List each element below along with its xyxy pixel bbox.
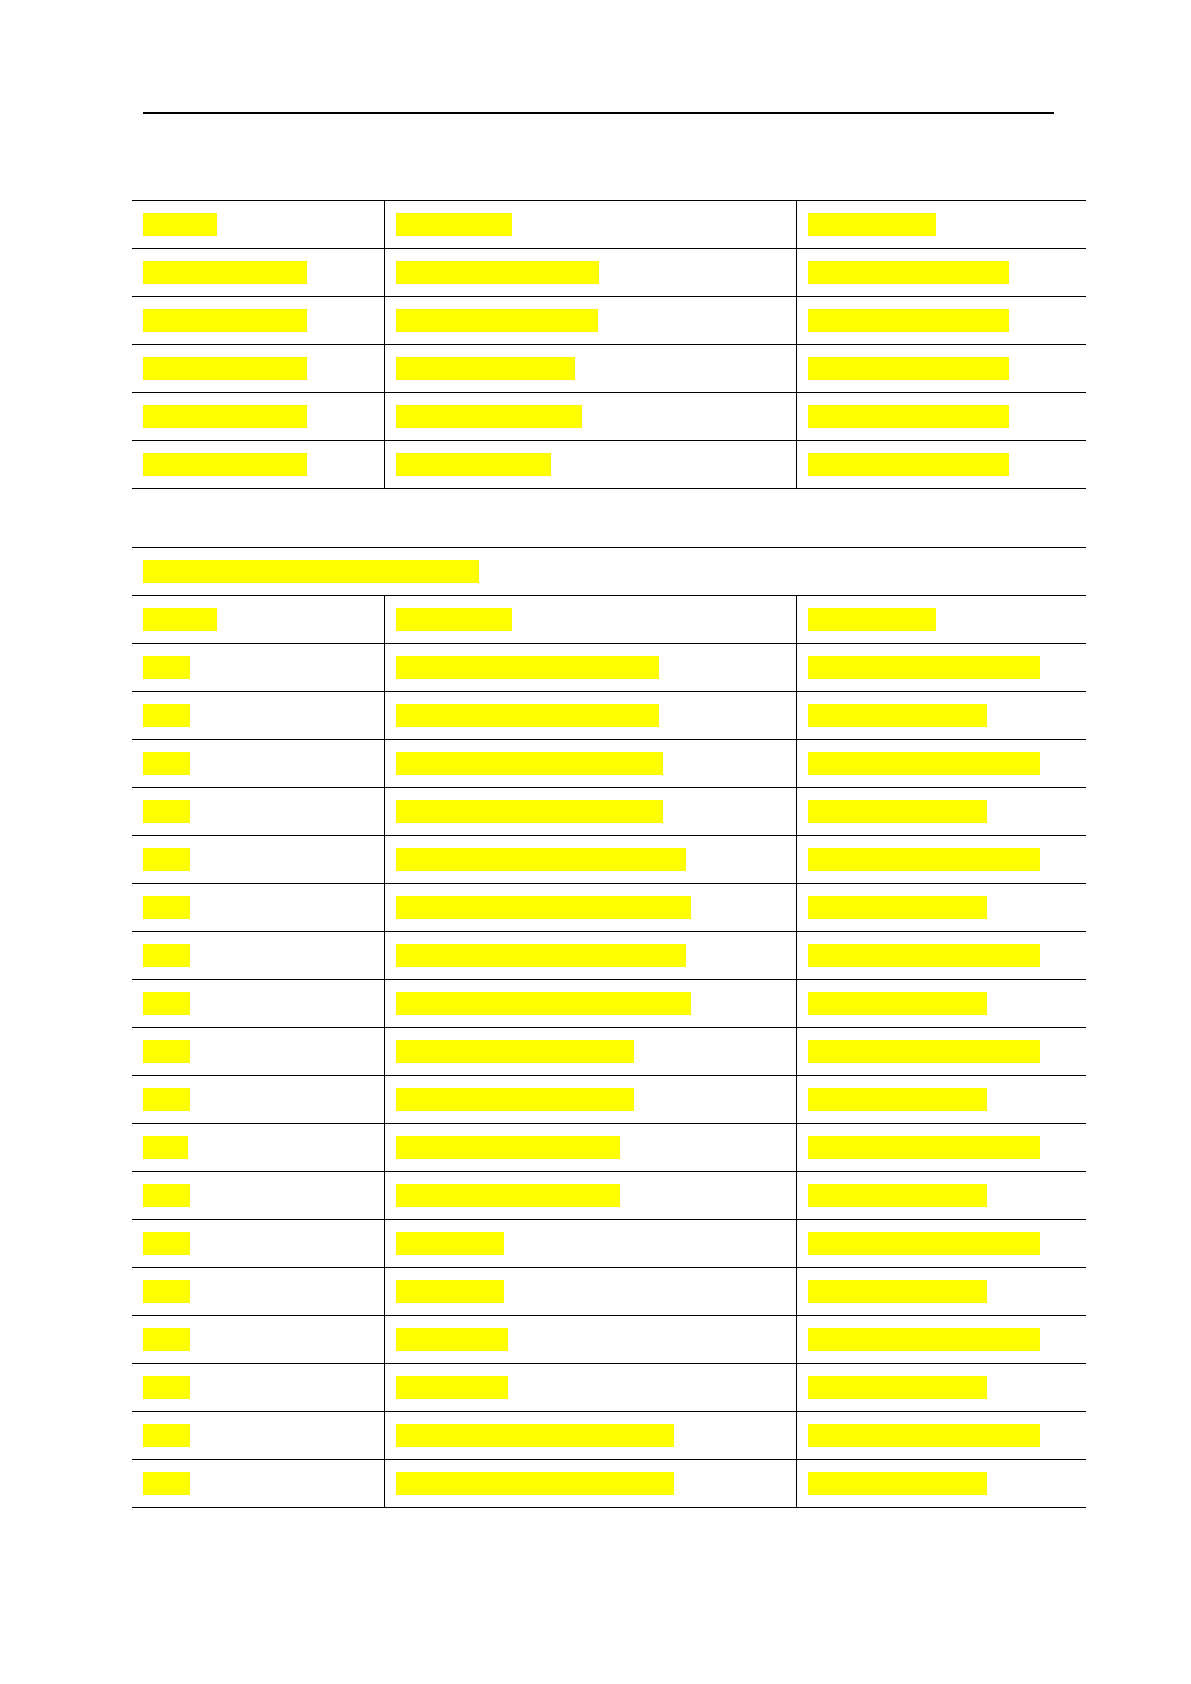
table-row [132,1412,1086,1460]
redacted-text [808,704,987,727]
table-row [132,249,1086,297]
redacted-text [808,1088,987,1111]
table-row [132,1172,1086,1220]
redacted-text [808,357,1009,380]
table-header-row [132,596,1086,644]
redacted-text [396,453,551,476]
redacted-text [396,1184,620,1207]
table-1 [132,200,1086,489]
section-title-row [132,548,1086,596]
redacted-text [808,848,1040,871]
redacted-text [396,1328,508,1351]
redacted-text [143,213,217,236]
table-row [132,740,1086,788]
table-row [132,1028,1086,1076]
redacted-text [143,800,190,823]
redacted-text [143,1376,190,1399]
redacted-text [808,1376,987,1399]
table-row [132,1076,1086,1124]
redacted-text [396,309,598,332]
redacted-text [143,992,190,1015]
redacted-text [808,1040,1040,1063]
redacted-text [143,704,190,727]
redacted-text [808,309,1009,332]
redacted-text [808,1328,1040,1351]
redacted-text [396,1376,508,1399]
table-header-row [132,201,1086,249]
redacted-text [143,309,307,332]
redacted-text [143,848,190,871]
redacted-text [396,1232,504,1255]
header-rule [143,112,1054,114]
redacted-text [808,656,1040,679]
redacted-text [396,1424,674,1447]
table-row [132,884,1086,932]
redacted-text [808,800,987,823]
table-row [132,644,1086,692]
redacted-text [143,752,190,775]
redacted-text [808,1136,1040,1159]
redacted-text [143,453,307,476]
redacted-text [396,357,575,380]
redacted-text [808,453,1009,476]
redacted-text [143,1472,190,1495]
redacted-text [396,848,686,871]
table-2 [132,547,1086,1508]
redacted-text [143,896,190,919]
redacted-text [396,896,691,919]
table-row [132,980,1086,1028]
redacted-text [396,1088,634,1111]
redacted-text [808,1280,987,1303]
redacted-text [808,1472,987,1495]
redacted-text [396,704,659,727]
redacted-section-title [143,560,479,583]
redacted-text [808,405,1009,428]
redacted-text [396,1136,620,1159]
table-row [132,1460,1086,1508]
table-row [132,1124,1086,1172]
table-row [132,1220,1086,1268]
table-row [132,1316,1086,1364]
redacted-text [396,1280,504,1303]
table-row [132,297,1086,345]
redacted-text [143,1232,190,1255]
redacted-text [396,656,659,679]
table-row [132,692,1086,740]
redacted-text [396,752,663,775]
redacted-text [143,1136,188,1159]
redacted-text [396,261,599,284]
redacted-text [143,1040,190,1063]
redacted-text [808,608,936,631]
redacted-text [143,1424,190,1447]
redacted-text [143,357,307,380]
table-row [132,1364,1086,1412]
redacted-text [396,1472,674,1495]
redacted-text [143,656,190,679]
redacted-text [396,800,663,823]
redacted-text [143,1088,190,1111]
redacted-text [808,944,1040,967]
redacted-text [396,1040,634,1063]
table-row [132,345,1086,393]
redacted-text [808,752,1040,775]
redacted-text [396,992,691,1015]
redacted-text [143,1328,190,1351]
redacted-text [143,261,307,284]
redacted-text [143,608,217,631]
redacted-text [808,896,987,919]
redacted-text [143,1280,190,1303]
table-row [132,836,1086,884]
redacted-text [396,608,512,631]
redacted-text [808,992,987,1015]
redacted-text [808,261,1009,284]
redacted-text [143,1184,190,1207]
redacted-text [396,944,686,967]
table-row [132,1268,1086,1316]
redacted-text [396,213,512,236]
table-row [132,932,1086,980]
table-row [132,788,1086,836]
redacted-text [808,1232,1040,1255]
redacted-text [143,405,307,428]
table-row [132,393,1086,441]
table-row [132,441,1086,489]
redacted-text [143,944,190,967]
redacted-text [808,1424,1040,1447]
redacted-text [396,405,582,428]
redacted-text [808,213,936,236]
redacted-text [808,1184,987,1207]
